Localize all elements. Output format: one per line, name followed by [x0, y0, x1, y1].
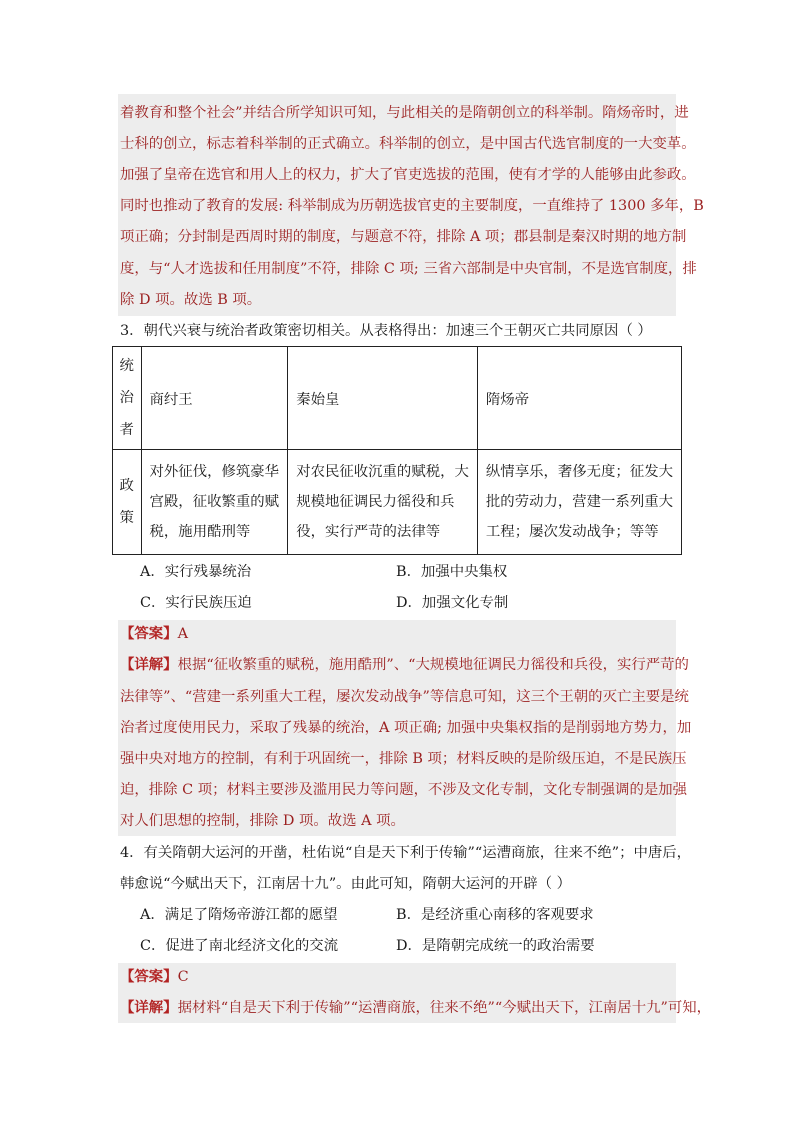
- table-row: [113, 450, 682, 555]
- explanation-line: 项正确；分封制是西周时期的制度，与题意不符，排除 A 项；郡县制是秦汉时期的地方制: [120, 229, 687, 245]
- header-char: 者: [119, 422, 134, 438]
- explanation-line: 迫，排除 C 项；材料主要涉及滥用民力等问题，不涉及文化专制，文化专制强调的是加强: [120, 782, 688, 798]
- header-char: 政: [119, 478, 134, 494]
- explain-tag: 【详解】: [120, 656, 178, 673]
- question-4-stem: 韩愈说“今赋出天下，江南居十九”。由此可知，隋朝大运河的开辟（ ）: [120, 876, 572, 892]
- policy-line: 工程；屡次发动战争；等等: [485, 524, 659, 540]
- explanation-line: 着教育和整个社会”并结合所学知识可知，与此相关的是隋朝创立的科举制。隋炀帝时，进: [120, 105, 689, 121]
- policy-line: 批的劳动力，营建一系列重大: [485, 494, 673, 510]
- table-cell: [477, 347, 681, 450]
- answer-value: C: [177, 969, 189, 985]
- explanation-line: 同时也推动了教育的发展: 科举制成为历朝选拔官吏的主要制度，一直维持了 1300 多年，B: [120, 198, 704, 214]
- explanation-line: 治者过度使用民力，采取了残暴的统治，A 项正确; 加强中央集权指的是削弱地方势力，加: [120, 720, 692, 736]
- table-cell: [141, 347, 288, 450]
- answer-value: A: [177, 626, 188, 642]
- option-a[interactable]: A．满足了隋炀帝游江都的愿望: [140, 907, 338, 923]
- ruler-name: 隋炀帝: [485, 391, 530, 408]
- table-row: [113, 347, 682, 450]
- answer-tag: 【答案】: [120, 625, 178, 642]
- option-c[interactable]: C．实行民族压迫: [140, 595, 252, 611]
- table-cell: [141, 450, 288, 555]
- answer-line: [120, 624, 188, 644]
- policy-line: 对外征伐，修筑豪华: [149, 464, 280, 480]
- policy-line: 宫殿，征收繁重的赋: [149, 494, 280, 510]
- policy-line: 役，实行严苛的法律等: [296, 524, 441, 540]
- explanation-line: 强中央对地方的控制，有利于巩固统一，排除 B 项；材料反映的是阶级压迫，不是民族压: [120, 751, 687, 767]
- table-header-cell: [113, 450, 142, 555]
- answer-line: [120, 967, 189, 987]
- explain-text: 据材料“自是天下利于传输”“运漕商旅，往来不绝”“今赋出天下，江南居十九”可知，: [177, 1000, 712, 1016]
- explanation-line: 法律等”、“营建一系列重大工程，屡次发动战争”等信息可知，这三个王朝的灭亡主要是统: [120, 689, 689, 705]
- option-d[interactable]: D．是隋朝完成统一的政治需要: [396, 938, 595, 954]
- option-a[interactable]: A．实行残暴统治: [140, 564, 252, 580]
- explanation-line: [120, 998, 711, 1018]
- policy-line: 税，施用酷刑等: [149, 524, 251, 540]
- explanation-line: 加强了皇帝在选官和用人上的权力，扩大了官吏选拔的范围，使有才学的人能够由此参政。: [120, 167, 696, 183]
- answer-tag: 【答案】: [120, 968, 178, 985]
- ruler-policy-table: [112, 346, 682, 555]
- ruler-name: 秦始皇: [296, 391, 340, 408]
- question-4-stem: 4．有关隋朝大运河的开凿，杜佑说“自是天下利于传输”“运漕商旅，往来不绝”；中唐后，: [120, 845, 692, 861]
- explanation-line: [120, 655, 689, 675]
- policy-line: 规模地征调民力徭役和兵: [296, 494, 455, 510]
- header-char: 策: [119, 510, 134, 526]
- table-cell: [288, 347, 478, 450]
- option-b[interactable]: B．加强中央集权: [396, 564, 508, 580]
- explanation-line: 除 D 项。故选 B 项。: [120, 292, 262, 308]
- explanation-line: 士科的创立，标志着科举制的正式确立。科举制的创立，是中国古代选官制度的一大变革。: [120, 136, 696, 152]
- policy-line: 对农民征收沉重的赋税，大: [296, 464, 469, 480]
- option-d[interactable]: D．加强文化专制: [396, 595, 509, 611]
- explanation-line: 对人们思想的控制，排除 D 项。故选 A 项。: [120, 813, 405, 829]
- option-b[interactable]: B．是经济重心南移的客观要求: [396, 907, 594, 923]
- header-char: 统: [119, 358, 134, 374]
- table-cell: [477, 450, 681, 555]
- explain-text: 根据“征收繁重的赋税，施用酷刑”、“大规模地征调民力徭役和兵役，实行严苛的: [177, 657, 689, 673]
- table-cell: [288, 450, 478, 555]
- table-header-cell: [113, 347, 142, 450]
- option-c[interactable]: C．促进了南北经济文化的交流: [140, 938, 339, 954]
- question-3-stem: 3．朝代兴衰与统治者政策密切相关。从表格得出：加速三个王朝灭亡共同原因（ ）: [120, 323, 652, 339]
- header-char: 治: [119, 390, 134, 406]
- explanation-line: 度，与“人才选拔和任用制度”不符，排除 C 项; 三省六部制是中央官制，不是选官制度，排: [120, 261, 697, 277]
- policy-line: 纵情享乐，奢侈无度；征发大: [485, 464, 673, 480]
- explain-tag: 【详解】: [120, 999, 178, 1016]
- ruler-name: 商纣王: [149, 391, 193, 408]
